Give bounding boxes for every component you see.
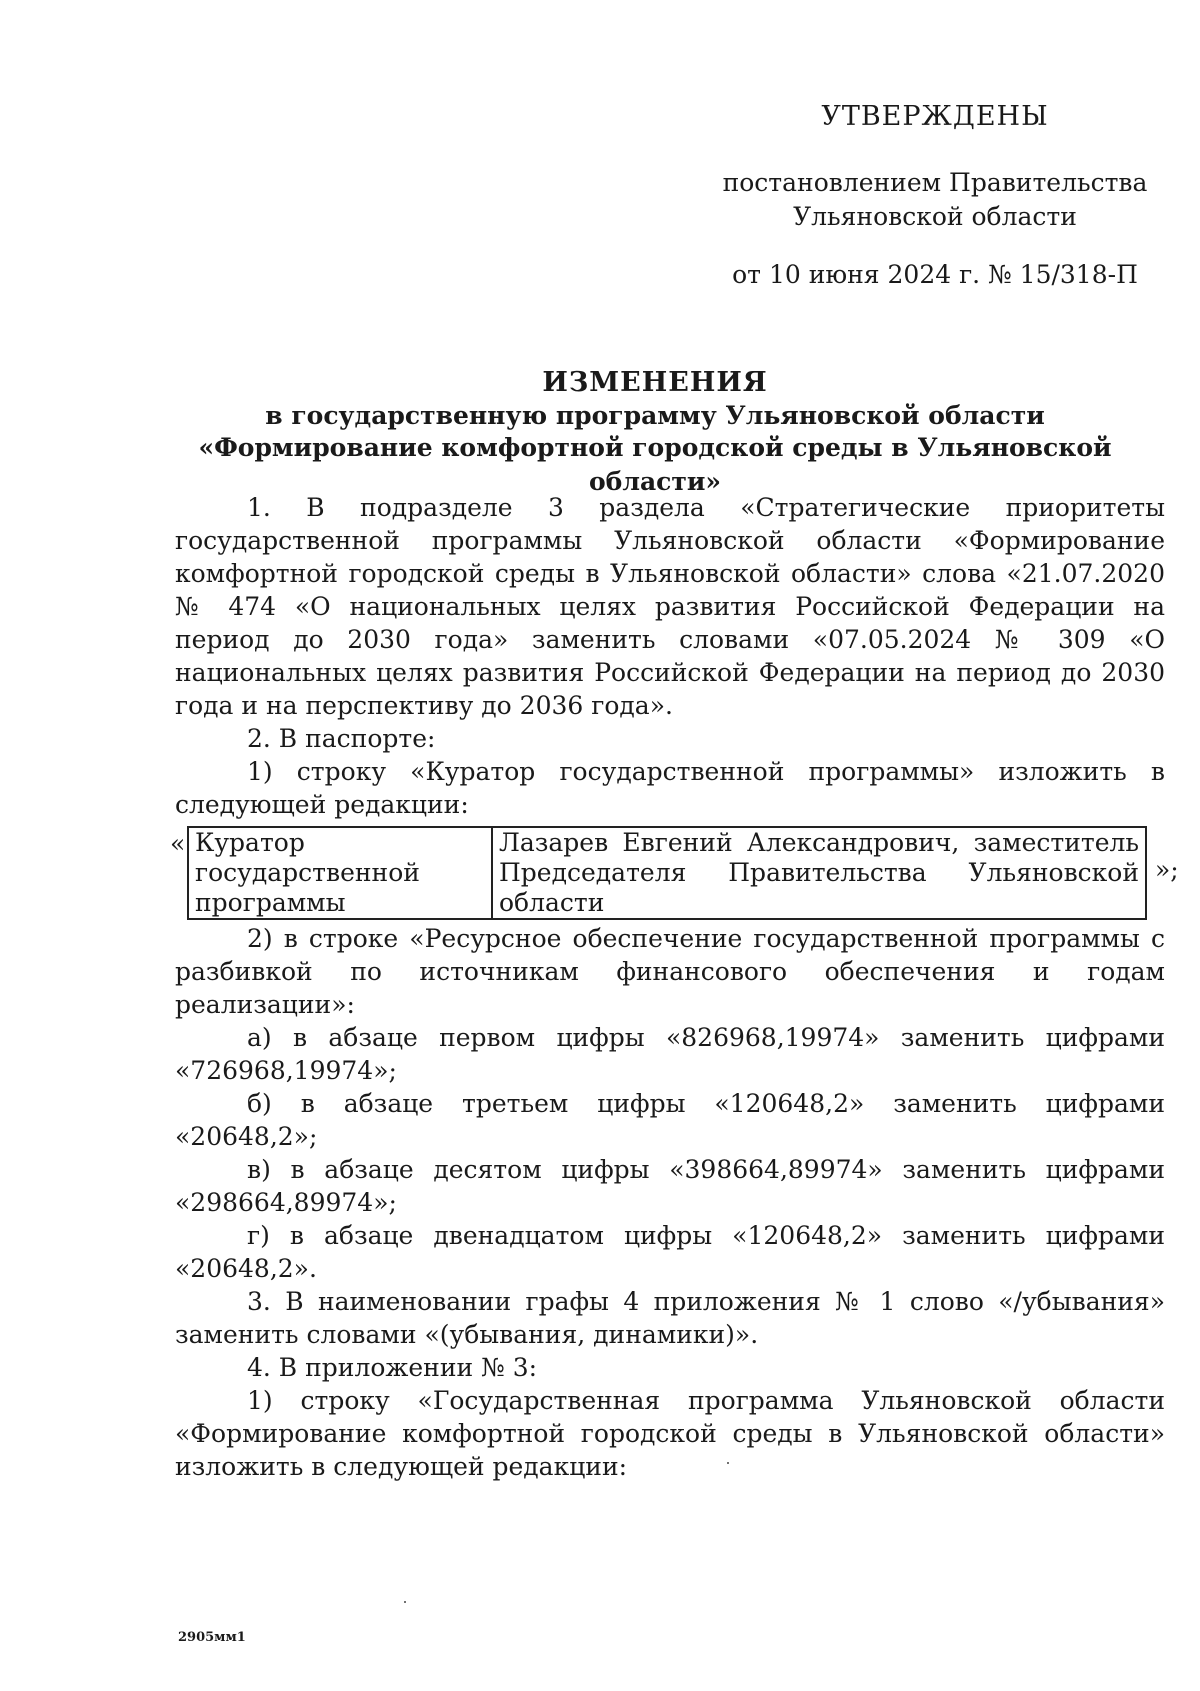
document-subtitle-line-1: в государственную программу Ульяновской области bbox=[265, 401, 1045, 430]
paragraph-item-1: 1. В подразделе 3 раздела «Стратегические приоритеты государственной программы Ульяновской области «Формирование комфортной городской среды в Ульяновской области» слова «21.07.2020 № 474 «О национальных целях развития Российской Федерации на период до 2030 года» заменить словами «07.05.2024 № 309 «О национальных целях развития Российской Федерации на период до 2030 года и на перспективу до 2036 года». bbox=[175, 493, 1165, 720]
paragraph-item-2-2: 2) в строке «Ресурсное обеспечение государственной программы с разбивкой по источникам финансового обеспечения и годам реализации»: bbox=[175, 924, 1165, 1019]
paragraph-item-2: 2. В паспорте: bbox=[247, 724, 436, 753]
table-open-quote: « bbox=[170, 829, 186, 858]
document-code-stamp: 2905мм1 bbox=[178, 1630, 246, 1645]
kurator-table-block bbox=[170, 826, 1179, 917]
approval-decree-date: от 10 июня 2024 г. № 15/318-П bbox=[732, 260, 1138, 289]
kurator-label-cell: Куратор государственной программы bbox=[188, 827, 492, 919]
paragraph-item-v: в) в абзаце десятом цифры «398664,89974» заменить цифрами «298664,89974»; bbox=[175, 1155, 1165, 1217]
paragraph-item-3: 3. В наименовании графы 4 приложения № 1 слово «/убывания» заменить словами «(убывания, динамики)». bbox=[175, 1287, 1165, 1349]
paragraph-item-b: б) в абзаце третьем цифры «120648,2» заменить цифрами «20648,2»; bbox=[175, 1089, 1165, 1151]
paragraph-item-2-1: 1) строку «Куратор государственной программы» изложить в следующей редакции: bbox=[175, 757, 1165, 819]
paragraph-item-a: а) в абзаце первом цифры «826968,19974» заменить цифрами «726968,19974»; bbox=[175, 1023, 1165, 1085]
body-section-1 bbox=[175, 491, 1165, 821]
kurator-value-cell: Лазарев Евгений Александрович, заместитель Председателя Правительства Ульяновской области bbox=[492, 827, 1146, 919]
scan-speck bbox=[404, 1601, 406, 1603]
body-section-2 bbox=[175, 922, 1165, 1483]
scan-speck bbox=[727, 1462, 729, 1464]
paragraph-item-4: 4. В приложении № 3: bbox=[247, 1353, 538, 1382]
approval-decree-by: постановлением Правительства Ульяновской области bbox=[722, 168, 1148, 231]
table-close-quote: »; bbox=[1155, 855, 1179, 884]
document-subtitle-line-2: «Формирование комфортной городской среды в Ульяновской области» bbox=[198, 433, 1112, 496]
document-title: ИЗМЕНЕНИЯ bbox=[542, 367, 768, 398]
paragraph-item-4-1: 1) строку «Государственная программа Ульяновской области «Формирование комфортной городской среды в Ульяновской области» изложить в следующей редакции: bbox=[175, 1386, 1165, 1481]
table-row bbox=[188, 827, 1146, 919]
approval-stamp-title: УТВЕРЖДЕНЫ bbox=[821, 101, 1049, 132]
paragraph-item-g: г) в абзаце двенадцатом цифры «120648,2» заменить цифрами «20648,2». bbox=[175, 1221, 1165, 1283]
kurator-table bbox=[187, 826, 1147, 920]
